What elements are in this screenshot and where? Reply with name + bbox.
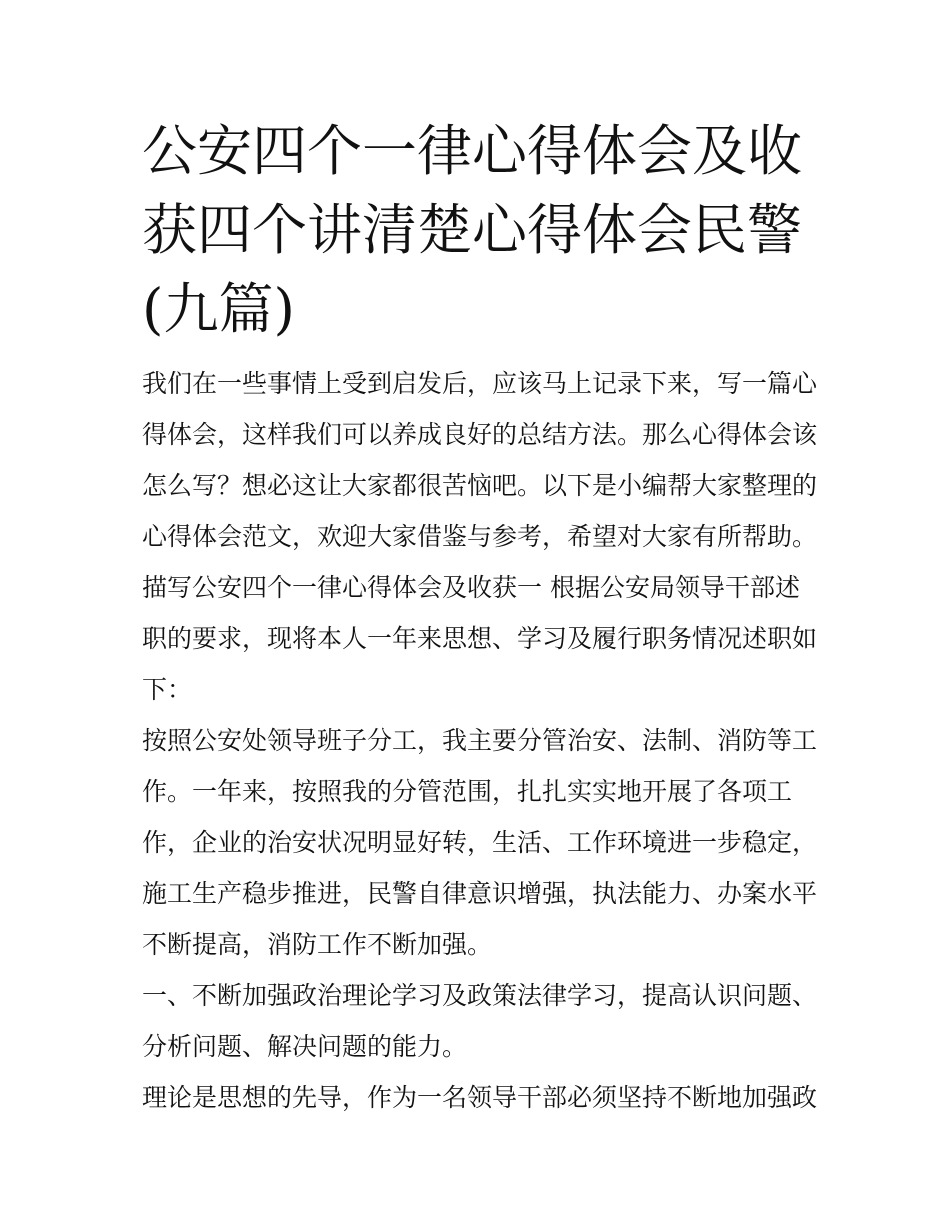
theory-paragraph: 理论是思想的先导，作为一名领导干部必须坚持不断地加强政 [142, 1083, 818, 1112]
document-body [142, 358, 822, 1123]
essay-heading-paragraph: 描写公安四个一律心得体会及收获一 根据公安局领导干部述职的要求，现将本人一年来思想、学习及履行职务情况述职如下： [142, 573, 818, 704]
intro-paragraph: 我们在一些事情上受到启发后，应该马上记录下来，写一篇心得体会，这样我们可以养成良好的总结方法。那么心得体会该怎么写？想必这让大家都很苦恼吧。以下是小编帮大家整理的心得体会范文，欢迎大家借鉴与参考，希望对大家有所帮助。 [142, 369, 818, 551]
duties-paragraph: 按照公安处领导班子分工，我主要分管治安、法制、消防等工作。一年来，按照我的分管范围，扎扎实实地开展了各项工作，企业的治安状况明显好转，生活、工作环境进一步稳定，施工生产稳步推进，民警自律意识增强，执法能力、办案水平不断提高，消防工作不断加强。 [142, 726, 818, 959]
document-title: 公安四个一律心得体会及收获四个讲清楚心得体会民警(九篇) [142, 119, 803, 341]
section-one-heading: 一、不断加强政治理论学习及政策法律学习，提高认识问题、分析问题、解决问题的能力。 [142, 981, 818, 1061]
